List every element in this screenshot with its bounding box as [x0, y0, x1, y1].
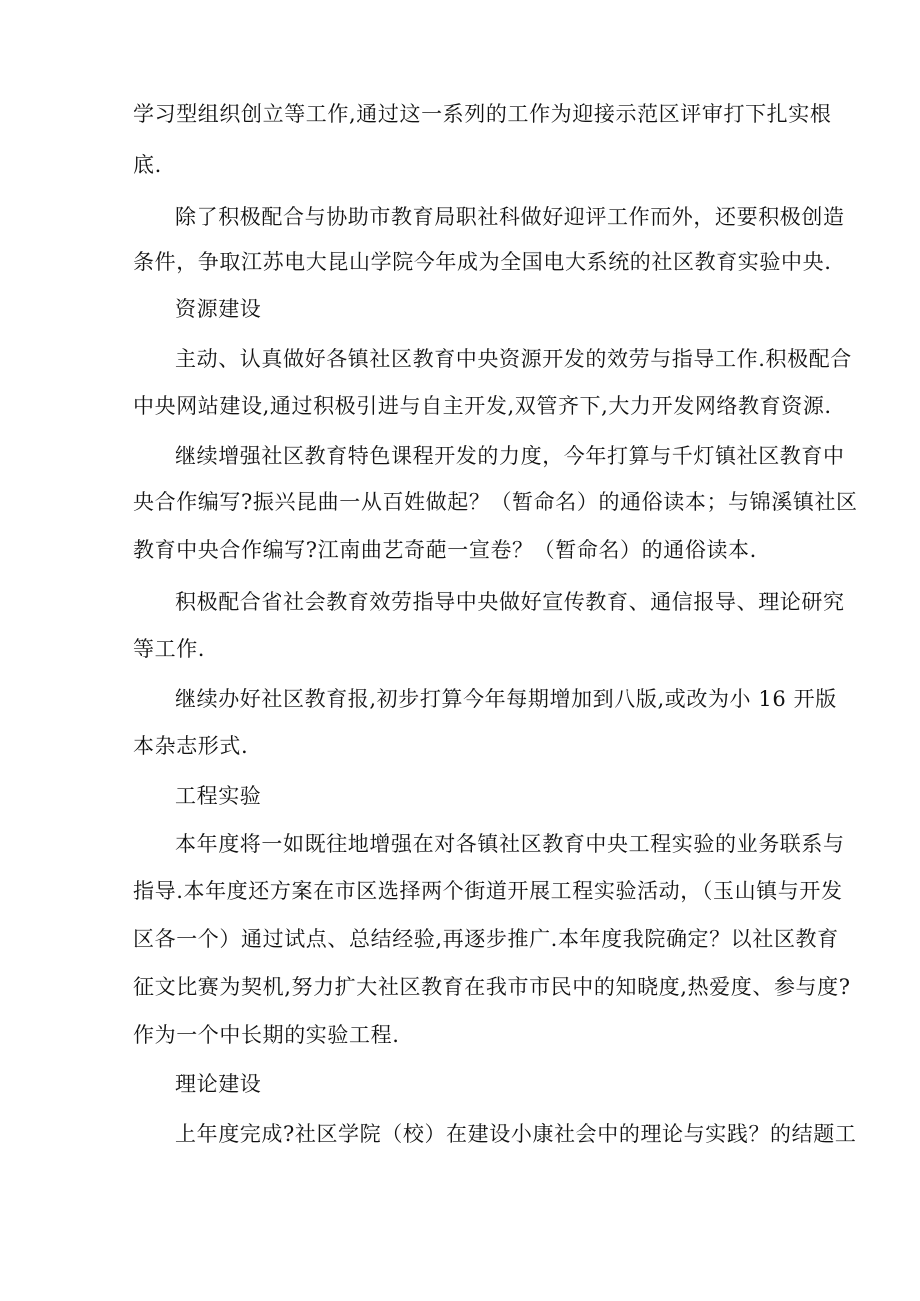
text-line: 底.: [133, 153, 162, 177]
text-line: 积极配合省社会教育效劳指导中央做好宣传教育、通信报导、理论研究: [175, 590, 845, 614]
text-line: 征文比赛为契机,努力扩大社区教育在我市市民中的知晓度,热爱度、参与度?: [133, 975, 851, 999]
text-line: 中央网站建设,通过积极引进与自主开发,双管齐下,大力开发网络教育资源.: [133, 394, 832, 418]
text-line: 教育中央合作编写?江南曲艺奇葩一宣卷？（暂命名）的通俗读本.: [133, 538, 757, 562]
text-line: 央合作编写?振兴昆曲一从百姓做起？（暂命名）的通俗读本；与锦溪镇社区: [133, 490, 858, 514]
text-line: 区各一个）通过试点、总结经验,再逐步推广.本年度我院确定？以社区教育: [133, 927, 839, 951]
text-line: 主动、认真做好各镇社区教育中央资源开发的效劳与指导工作.积极配合: [175, 347, 852, 371]
text-line: 本杂志形式.: [133, 734, 249, 758]
text-line: 条件，争取江苏电大昆山学院今年成为全国电大系统的社区教育实验中央.: [133, 250, 832, 274]
section-heading-resources: 资源建设: [175, 297, 262, 321]
section-heading-theory: 理论建设: [175, 1072, 262, 1096]
text-line: 学习型组织创立等工作,通过这一系列的工作为迎接示范区评审打下扎实根: [133, 102, 832, 126]
section-heading-projects: 工程实验: [175, 784, 262, 808]
text-line: 上年度完成?社区学院（校）在建设小康社会中的理论与实践？的结题工: [175, 1122, 857, 1146]
text-line: 等工作.: [133, 637, 206, 661]
text-line: 继续增强社区教育特色课程开发的力度，今年打算与千灯镇社区教育中: [175, 444, 845, 468]
text-line: 作为一个中长期的实验工程.: [133, 1023, 400, 1047]
text-line: 继续办好社区教育报,初步打算今年每期增加到八版,或改为小 16 开版: [175, 687, 837, 711]
text-line: 指导.本年度还方案在市区选择两个街道开展工程实验活动，（玉山镇与开发: [133, 879, 843, 903]
text-line: 除了积极配合与协助市教育局职社科做好迎评工作而外，还要积极创造: [175, 205, 845, 229]
text-line: 本年度将一如既往地增强在对各镇社区教育中央工程实验的业务联系与: [175, 832, 845, 856]
